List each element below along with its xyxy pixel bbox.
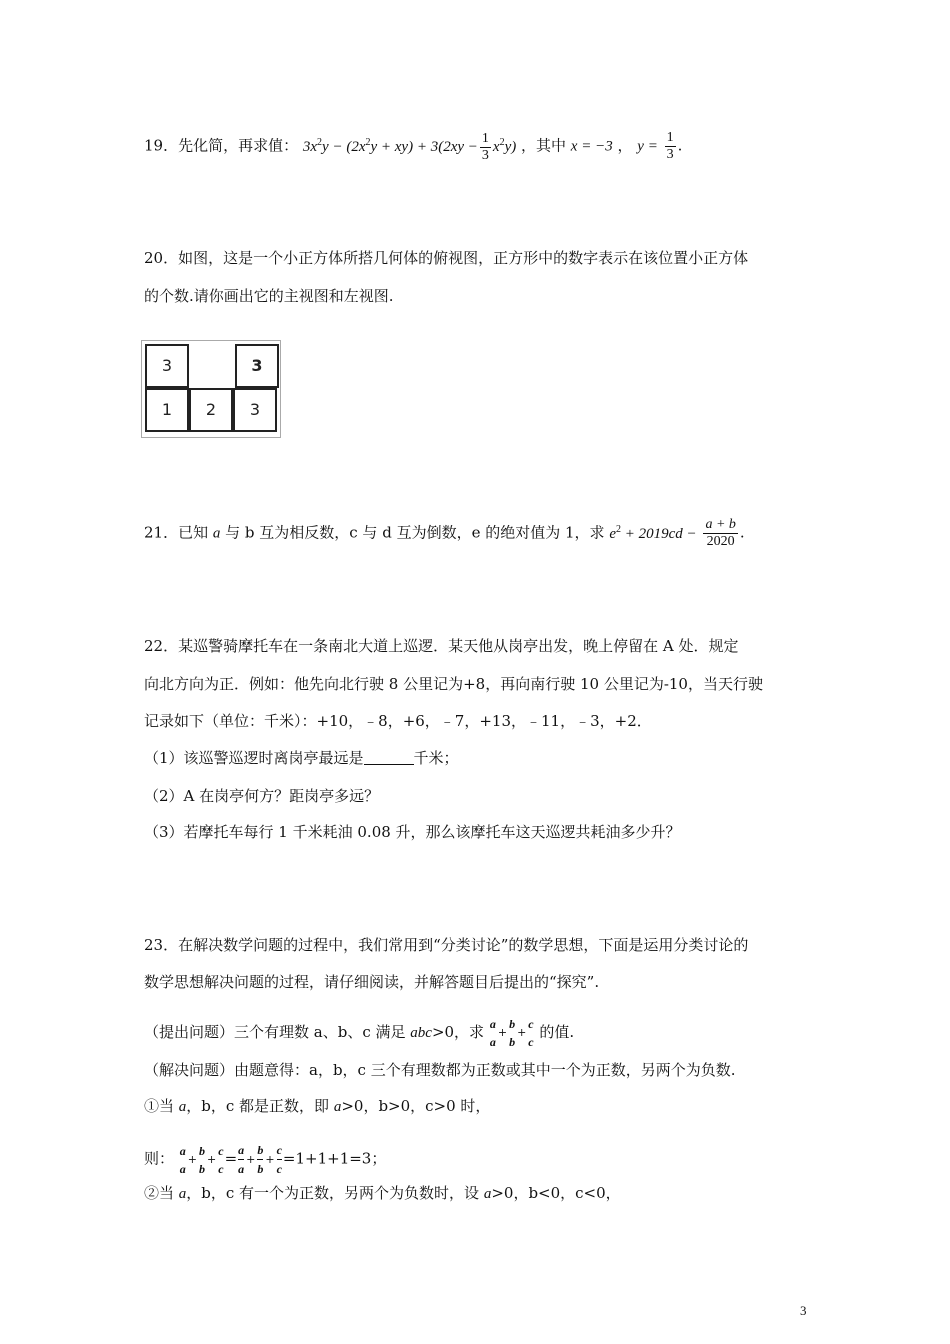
- q23-then-result: =1+1+1=3；: [282, 1149, 387, 1168]
- q20-line-1: 20．如图，这是一个小正方体所搭几何体的俯视图，正方形中的数字表示在该位置小正方体: [144, 249, 749, 267]
- q21-text: 与 b 互为相反数，c 与 d 互为倒数，e 的绝对值为 1，求: [220, 523, 605, 542]
- q21-expression: $e^2 + 2019cd$ −: [609, 523, 697, 542]
- frac-c-over-c: c c: [528, 1017, 534, 1049]
- q23-ask-text: （提出问题）三个有理数 a、b、c 满足: [144, 1023, 411, 1041]
- q23-case-1: ①当 a，b，c 都是正数，即 a>0，b>0，c>0 时，: [144, 1097, 491, 1115]
- q23-then: 则： a a + b b + c c = $\frac{a}{a}$ + $\frac{b}{b}$ + $\frac{c}{c}$ =1+1+1=3；: [144, 1143, 387, 1176]
- q19-expression: $3x^2y - (2x^2y + xy) + 3(2xy$ − $\frac{1}{3}$ $x^2y$): [302, 130, 517, 163]
- q23-ask-end: 的值.: [539, 1023, 575, 1041]
- q22-line-1: 22．某巡警骑摩托车在一条南北大道上巡逻．某天他从岗亭出发，晚上停留在 A 处．规定: [144, 637, 739, 655]
- q22-sub-2: （2）A 在岗亭何方？距岗亭多远？: [144, 787, 380, 805]
- q19-y-den: 3: [666, 147, 674, 162]
- q21-lead: 21．已知: [144, 523, 213, 542]
- q20-line-2: 的个数.请你画出它的主视图和左视图.: [144, 287, 394, 305]
- q23-ask-abc: abc: [410, 1025, 432, 1041]
- frac-b-over-b: b b: [199, 1143, 206, 1176]
- frac-b-over-b: b b: [509, 1017, 516, 1049]
- q22-line-2: 向北方向为正．例如：他先向北行驶 8 公里记为+8，再向南行驶 10 公里记为-10，当天行驶: [144, 675, 763, 693]
- q19-y-label: y =: [637, 138, 658, 155]
- plus-sign: +: [497, 1026, 508, 1039]
- q21-fraction: [703, 517, 737, 550]
- plus-sign: +: [517, 1026, 527, 1039]
- top-view-grid: [141, 340, 281, 438]
- frac-c-over-c-bar: $\frac{c}{c}$: [276, 1143, 282, 1176]
- q19-comma: ，: [617, 136, 633, 155]
- q23-case-2: ②当 a，b，c 有一个为正数，另两个为负数时，设 a>0，b<0，c<0，: [144, 1184, 621, 1202]
- question-19: [144, 130, 682, 164]
- frac-a-over-a: a a: [489, 1017, 496, 1049]
- page-number: 3: [800, 1303, 807, 1318]
- q19-y-fraction: [665, 130, 676, 163]
- q19-end: .: [677, 136, 683, 155]
- q22-line-3: 记录如下（单位：千米）：+10，﹣8，+6，﹣7，+13，﹣11，﹣3，+2．: [144, 712, 652, 730]
- q22-sub-3: （3）若摩托车每行 1 千米耗油 0.08 升，那么该摩托车这天巡逻共耗油多少升？: [144, 823, 681, 841]
- q22-sub-1: [144, 748, 459, 768]
- grid-cell-bottom-left: 1: [145, 388, 189, 432]
- q19-x-value: x = −3: [570, 138, 613, 155]
- q23-ask-cond: >0，求: [431, 1023, 485, 1041]
- q23-solve: （解决问题）由题意得：a，b，c 三个有理数都为正数或其中一个为正数，另两个为负数.: [144, 1061, 736, 1079]
- question-21: [144, 517, 745, 550]
- q22-sub1-text: （1）该巡警巡逻时离岗亭最远是: [144, 749, 364, 767]
- grid-cell-top-right: 3: [235, 344, 279, 388]
- equals-sign: =: [224, 1149, 238, 1168]
- q19-lead: 19．先化简，再求值：: [144, 136, 299, 155]
- frac-b-over-b-bar: $\frac{b}{b}$: [257, 1143, 264, 1176]
- q23-then-lead: 则：: [144, 1149, 175, 1168]
- q23-line-2: 数学思想解决问题的过程，请仔细阅读，并解答题目后提出的“探究”.: [144, 973, 600, 991]
- grid-cell-top-left: 3: [145, 344, 189, 388]
- frac-c-over-c: c c: [218, 1143, 224, 1176]
- grid-cell-bottom-mid: 2: [189, 388, 233, 432]
- q21-frac-num: a + b: [705, 517, 736, 532]
- answer-blank[interactable]: [364, 750, 414, 765]
- frac-a-over-a: a a: [179, 1143, 186, 1176]
- q19-where: ，其中: [521, 136, 567, 155]
- q23-ask: [144, 1015, 574, 1051]
- q23-line-1: 23．在解决数学问题的过程中，我们常用到“分类讨论”的数学思想，下面是运用分类讨论的: [144, 936, 749, 954]
- q19-y-num: 1: [666, 130, 674, 145]
- grid-cell-bottom-right: 3: [233, 388, 277, 432]
- q21-var-a: a: [212, 525, 221, 542]
- q21-frac-den: 2020: [706, 534, 735, 549]
- frac-a-over-a-bar: $\frac{a}{a}$: [238, 1143, 245, 1176]
- q22-sub1-unit: 千米；: [413, 749, 459, 767]
- q21-end: .: [739, 523, 745, 542]
